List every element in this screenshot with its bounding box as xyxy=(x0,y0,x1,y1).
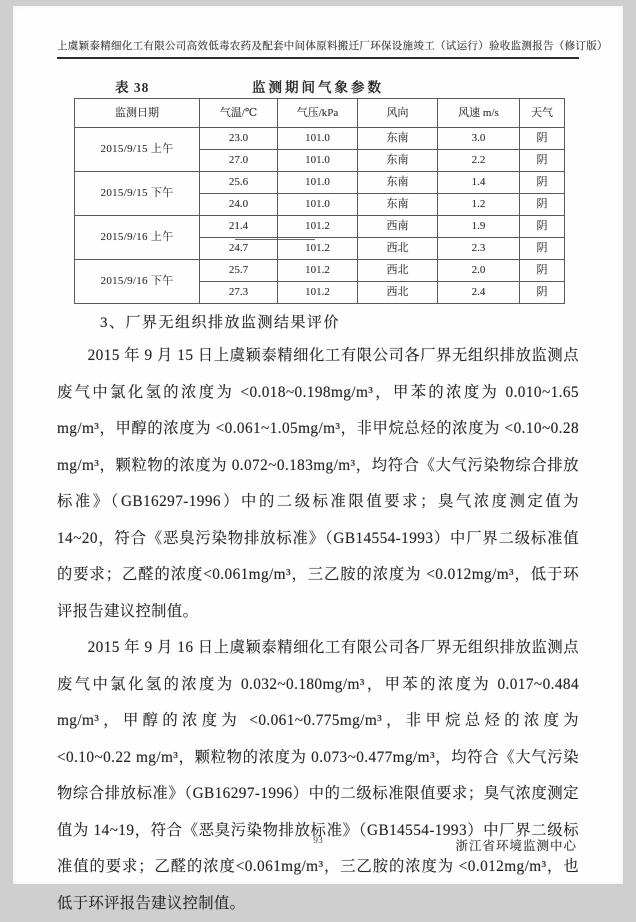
running-head: 上虞颖泰精细化工有限公司高效低毒农药及配套中间体原料搬迁厂环保设施竣工（试运行）验收监测报告（修订版） xyxy=(57,38,579,59)
table-cell: 阴 xyxy=(520,216,565,238)
table-cell: 2.3 xyxy=(438,238,520,260)
column-header: 监测日期 xyxy=(75,99,200,128)
table-row xyxy=(75,216,565,238)
table-cell: 东南 xyxy=(358,150,438,172)
table-title: 监测期间气象参数 xyxy=(252,80,384,95)
table-cell: 1.4 xyxy=(438,172,520,194)
table-row xyxy=(75,172,565,194)
table-cell: 2.2 xyxy=(438,150,520,172)
table-cell: 1.2 xyxy=(438,194,520,216)
column-header: 风向 xyxy=(358,99,438,128)
table-row xyxy=(75,128,565,150)
table-cell: 23.0 xyxy=(200,128,278,150)
table-cell: 27.0 xyxy=(200,150,278,172)
table-cell: 西北 xyxy=(358,238,438,260)
table-cell: 21.4 xyxy=(200,216,278,238)
table-cell: 1.9 xyxy=(438,216,520,238)
table-cell: 阴 xyxy=(520,172,565,194)
table-cell: 101.2 xyxy=(278,238,358,260)
page-content xyxy=(57,6,608,912)
table-cell: 101.0 xyxy=(278,128,358,150)
table-cell: 阴 xyxy=(520,128,565,150)
table-cell: 101.2 xyxy=(278,260,358,282)
table-cell: 2.0 xyxy=(438,260,520,282)
table-caption-row xyxy=(57,76,579,96)
table-cell: 101.0 xyxy=(278,172,358,194)
table-cell: 27.3 xyxy=(200,282,278,304)
table-cell: 25.6 xyxy=(200,172,278,194)
scan-artifact-blue-line xyxy=(235,239,315,240)
table-number-label: 表 38 xyxy=(115,80,150,95)
body-paragraph: 2015 年 9 月 16 日上虞颖泰精细化工有限公司各厂界无组织排放监测点废气中氯化氢的浓度为 0.032~0.180mg/m³，甲苯的浓度为 0.017~0.484 mg/m³，甲醇的浓度为 <0.061~0.775mg/m³，非甲烷总烃的浓度为 <0.10~0.22 mg/m³，颗粒物的浓度为 0.073~0.477mg/m³，均符合《大气污染物综合排放标准》（GB16297-1996）中的二级标准限值要求；臭气浓度测定值为 14~19，符合《恶臭污染物排放标准》（GB14554-1993）中厂界二级标准值的要求；乙醛的浓度<0.061mg/m³，三乙胺的浓度为 <0.012mg/m³，也低于环评报告建议控制值。 xyxy=(57,639,579,912)
table-cell: 阴 xyxy=(520,260,565,282)
column-header: 气温/℃ xyxy=(200,99,278,128)
table-body xyxy=(75,128,565,304)
table-cell: 3.0 xyxy=(438,128,520,150)
monitoring-date-cell: 2015/9/15 上午 xyxy=(75,128,200,172)
table-cell: 阴 xyxy=(520,194,565,216)
table-cell: 阴 xyxy=(520,150,565,172)
table-cell: 101.2 xyxy=(278,216,358,238)
table-cell: 东南 xyxy=(358,172,438,194)
table-cell: 东南 xyxy=(358,194,438,216)
table-cell: 101.0 xyxy=(278,150,358,172)
table-cell: 阴 xyxy=(520,282,565,304)
body-text xyxy=(57,338,579,922)
monitoring-date-cell: 2015/9/15 下午 xyxy=(75,172,200,216)
footer-page-number: 93 xyxy=(313,836,323,846)
table-cell: 101.2 xyxy=(278,282,358,304)
table-cell: 西南 xyxy=(358,216,438,238)
table-cell: 西北 xyxy=(358,282,438,304)
section-heading: 3、厂界无组织排放监测结果评价 xyxy=(100,315,341,331)
table-cell: 2.4 xyxy=(438,282,520,304)
column-header: 风速 m/s xyxy=(438,99,520,128)
table-cell: 阴 xyxy=(520,238,565,260)
table-cell: 西北 xyxy=(358,260,438,282)
monitoring-date-cell: 2015/9/16 上午 xyxy=(75,216,200,260)
weather-parameters-table xyxy=(74,98,565,304)
document-page xyxy=(13,6,623,912)
table-cell: 24.0 xyxy=(200,194,278,216)
footer-organization: 浙江省环境监测中心 xyxy=(455,839,577,853)
table-header-row xyxy=(75,99,565,128)
table-header xyxy=(75,99,565,128)
body-paragraph: 2015 年 9 月 15 日上虞颖泰精细化工有限公司各厂界无组织排放监测点废气中氯化氢的浓度为 <0.018~0.198mg/m³，甲苯的浓度为 0.010~1.65 mg/m³，甲醇的浓度为 <0.061~1.05mg/m³，非甲烷总烃的浓度为 <0.10~0.28 mg/m³，颗粒物的浓度为 0.072~0.183mg/m³，均符合《大气污染物综合排放标准》（GB16297-1996）中的二级标准限值要求；臭气浓度测定值为 14~20，符合《恶臭污染物排放标准》（GB14554-1993）中厂界二级标准值的要求；乙醛的浓度<0.061mg/m³，三乙胺的浓度为 <0.012mg/m³，低于环评报告建议控制值。 xyxy=(57,347,579,620)
table-cell: 25.7 xyxy=(200,260,278,282)
table-row xyxy=(75,260,565,282)
column-header: 气压/kPa xyxy=(278,99,358,128)
table-cell: 24.7 xyxy=(200,238,278,260)
table-cell: 东南 xyxy=(358,128,438,150)
column-header: 天气 xyxy=(520,99,565,128)
table-cell: 101.0 xyxy=(278,194,358,216)
monitoring-date-cell: 2015/9/16 下午 xyxy=(75,260,200,304)
